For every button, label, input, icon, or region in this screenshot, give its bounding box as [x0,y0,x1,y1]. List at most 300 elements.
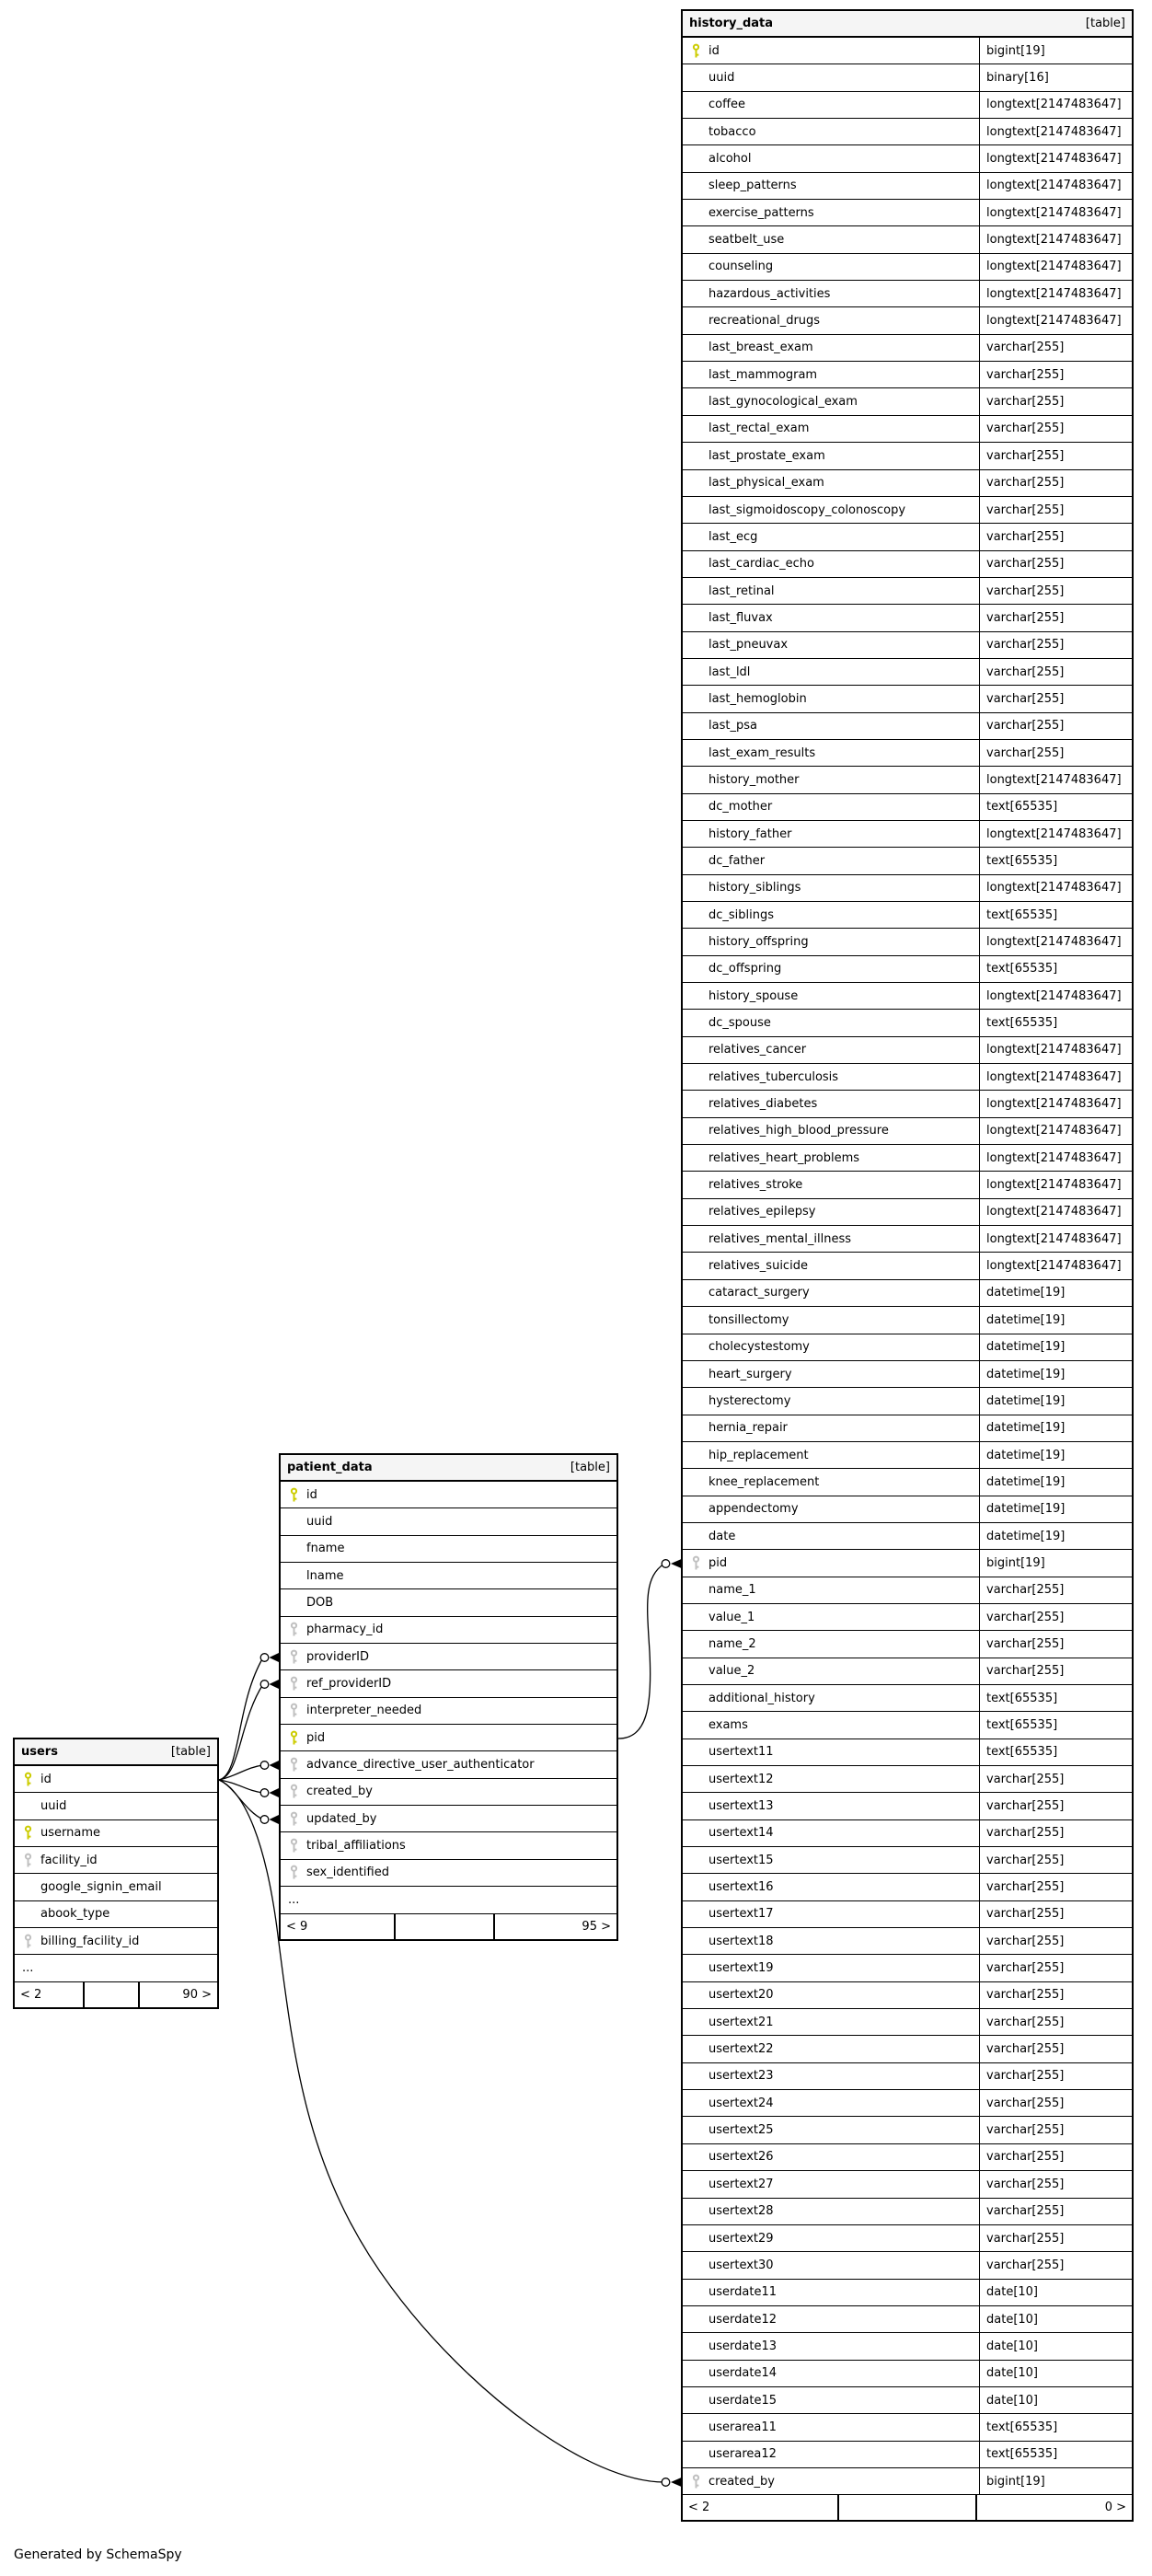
column-type: text[65535] [979,1712,1132,1738]
column-name: coffee [708,98,746,112]
connector-arrowhead [270,1761,280,1770]
column-name: uuid [306,1515,333,1530]
column-type: datetime[19] [979,1496,1132,1522]
column-type: text[65535] [979,794,1132,820]
column-name: recreational_drugs [708,314,821,329]
column-name: username [40,1826,100,1841]
column-row-dc_mother [683,794,1132,821]
column-name: usertext26 [708,2150,774,2165]
fk-line-users-id-to-patient-providerid [219,1658,263,1780]
column-type: varchar[255] [979,632,1132,658]
index-key-icon [281,1622,306,1637]
column-type: datetime[19] [979,1388,1132,1414]
ellipsis-label: ... [22,1961,34,1976]
column-row-exams [683,1712,1132,1739]
column-name: abook_type [40,1907,110,1922]
column-name: usertext17 [708,1907,774,1922]
column-row-usertext30 [683,2252,1132,2279]
column-row-counseling [683,254,1132,281]
column-type: varchar[255] [979,1874,1132,1900]
column-row-providerID [281,1644,616,1670]
column-type: varchar[255] [979,713,1132,739]
column-name: DOB [306,1596,334,1611]
column-type: varchar[255] [979,2171,1132,2197]
index-key-icon [15,1934,40,1949]
column-name: seatbelt_use [708,233,785,248]
column-row-usertext13 [683,1793,1132,1819]
column-row-usertext11 [683,1739,1132,1766]
column-name: hip_replacement [708,1448,809,1462]
column-name: pharmacy_id [306,1623,384,1637]
column-row-last_physical_exam [683,470,1132,497]
column-row-id [683,38,1132,64]
column-name: last_ecg [708,529,758,544]
index-key-icon [15,1853,40,1868]
column-type: varchar[255] [979,2225,1132,2251]
column-type: datetime[19] [979,1361,1132,1387]
table-node-history_data[interactable] [681,9,1134,2522]
column-type: varchar[255] [979,686,1132,711]
column-row-sex_identified [281,1860,616,1887]
more-columns-row [15,1955,217,1981]
column-row-google_signin_email [15,1874,217,1900]
column-name: heart_surgery [708,1367,792,1381]
column-name: userarea11 [708,2420,777,2434]
column-name: history_siblings [708,881,801,895]
column-type: varchar[255] [979,524,1132,549]
column-type: longtext[2147483647] [979,1064,1132,1090]
schemaspy-credit: Generated by SchemaSpy [14,2547,182,2562]
column-row-usertext14 [683,1820,1132,1847]
column-name: knee_replacement [708,1474,820,1489]
column-row-date [683,1523,1132,1550]
column-type: varchar[255] [979,2117,1132,2143]
column-row-additional_history [683,1685,1132,1712]
column-name: dc_spouse [708,1016,771,1031]
column-row-history_spouse [683,983,1132,1010]
column-row-dc_offspring [683,956,1132,983]
column-row-relatives_cancer [683,1037,1132,1064]
column-row-hip_replacement [683,1442,1132,1469]
column-name: usertext19 [708,1961,774,1976]
column-type: longtext[2147483647] [979,1253,1132,1278]
fk-line-users-id-to-patient-updated-by [219,1780,263,1819]
connector-circle [662,2478,670,2487]
column-row-tobacco [683,119,1132,145]
column-name: dc_siblings [708,907,775,922]
column-row-usertext12 [683,1766,1132,1793]
column-name: userdate11 [708,2285,777,2300]
column-type: varchar[255] [979,578,1132,604]
column-row-relatives_diabetes [683,1091,1132,1117]
column-name: userdate15 [708,2393,777,2408]
table-header [281,1455,616,1482]
column-name: last_rectal_exam [708,422,810,436]
connector-circle [260,1681,269,1689]
connector-arrowhead [671,1559,682,1568]
column-row-sleep_patterns [683,173,1132,200]
column-row-last_ecg [683,524,1132,550]
column-name: additional_history [708,1691,815,1705]
footer-spacer-cell [394,1914,495,1939]
column-name: cataract_surgery [708,1286,810,1300]
column-name: usertext21 [708,2015,774,2029]
column-type: longtext[2147483647] [979,307,1132,333]
table-title[interactable]: patient_data [287,1461,373,1474]
column-row-userdate13 [683,2333,1132,2360]
column-type: varchar[255] [979,1982,1132,2008]
column-row-name_2 [683,1631,1132,1658]
column-row-seatbelt_use [683,226,1132,253]
column-type: varchar[255] [979,362,1132,387]
primary-key-icon [281,1730,306,1746]
column-type: varchar[255] [979,2063,1132,2089]
column-row-relatives_stroke [683,1172,1132,1198]
index-key-icon [683,2474,708,2489]
column-row-username [15,1820,217,1847]
column-row-relatives_high_blood_pressure [683,1118,1132,1145]
index-key-icon [281,1838,306,1854]
column-row-userdate11 [683,2280,1132,2306]
column-type: bigint[19] [979,1550,1132,1576]
fk-line-users-id-to-patient-ref-providerid [219,1684,263,1780]
column-row-userarea11 [683,2414,1132,2441]
column-name: id [708,43,720,58]
column-name: uuid [708,71,735,86]
table-tag: [table] [570,1461,610,1474]
table-footer [683,2495,1132,2520]
column-type: varchar[255] [979,740,1132,766]
column-name: uuid [40,1799,67,1814]
connector-arrowhead [270,1788,280,1797]
column-type: longtext[2147483647] [979,983,1132,1009]
column-row-value_1 [683,1604,1132,1631]
column-name: usertext29 [708,2231,774,2246]
column-name: last_cardiac_echo [708,557,814,572]
column-name: dc_father [708,853,766,868]
column-name: last_gynocological_exam [708,395,858,410]
column-name: usertext30 [708,2258,774,2272]
column-type: varchar[255] [979,443,1132,468]
column-row-billing_facility_id [15,1928,217,1955]
column-name: sleep_patterns [708,179,797,193]
column-type: text[65535] [979,902,1132,928]
column-row-abook_type [15,1901,217,1928]
column-name: pid [708,1555,728,1570]
column-row-usertext21 [683,2009,1132,2036]
column-row-pid [683,1550,1132,1577]
column-type: varchar[255] [979,1658,1132,1684]
column-row-relatives_mental_illness [683,1226,1132,1253]
column-row-userdate12 [683,2306,1132,2333]
table-node-users[interactable] [13,1738,219,2009]
primary-key-icon [281,1487,306,1503]
column-type: bigint[19] [979,2468,1132,2494]
primary-key-icon [15,1825,40,1841]
column-row-usertext28 [683,2199,1132,2225]
index-key-icon [281,1784,306,1799]
column-type: longtext[2147483647] [979,1037,1132,1063]
table-tag: [table] [1085,17,1125,30]
column-row-usertext22 [683,2036,1132,2062]
column-name: appendectomy [708,1502,799,1517]
column-name: id [306,1487,317,1502]
child-tables-count: 90 > [182,1987,212,2002]
table-title[interactable]: history_data [689,17,774,30]
index-key-icon [281,1676,306,1692]
column-row-last_cardiac_echo [683,551,1132,578]
column-row-tribal_affiliations [281,1832,616,1859]
column-row-ref_providerID [281,1670,616,1697]
column-type: varchar[255] [979,2199,1132,2224]
column-name: dc_offspring [708,962,782,976]
column-row-knee_replacement [683,1469,1132,1496]
column-row-pid [281,1725,616,1751]
table-header [683,11,1132,38]
column-type: longtext[2147483647] [979,226,1132,252]
connector-arrowhead [270,1815,280,1824]
column-name: userarea12 [708,2447,777,2462]
column-name: last_hemoglobin [708,691,807,706]
column-row-usertext23 [683,2063,1132,2090]
column-name: userdate14 [708,2366,777,2381]
column-name: last_sigmoidoscopy_colonoscopy [708,502,906,517]
column-row-pharmacy_id [281,1617,616,1644]
column-name: exams [708,1717,748,1732]
column-row-tonsillectomy [683,1307,1132,1334]
column-row-created_by [683,2468,1132,2495]
column-row-fname [281,1536,616,1563]
column-row-hazardous_activities [683,281,1132,307]
column-name: google_signin_email [40,1880,162,1895]
column-name: name_1 [708,1583,756,1598]
column-row-usertext29 [683,2225,1132,2252]
column-row-dc_father [683,848,1132,874]
column-row-last_retinal [683,578,1132,605]
column-type: longtext[2147483647] [979,821,1132,847]
column-row-created_by [281,1779,616,1806]
footer-spacer-cell [837,2495,977,2520]
column-type: longtext[2147483647] [979,767,1132,792]
table-header [15,1739,217,1766]
column-row-last_pneuvax [683,632,1132,659]
connector-circle [662,1560,670,1568]
column-type: binary[16] [979,64,1132,90]
column-name: cholecystestomy [708,1340,810,1355]
column-row-cholecystestomy [683,1334,1132,1361]
column-row-usertext18 [683,1928,1132,1955]
column-type: varchar[255] [979,1847,1132,1873]
column-name: relatives_high_blood_pressure [708,1124,889,1138]
column-row-DOB [281,1589,616,1616]
column-name: usertext20 [708,1988,774,2003]
table-node-patient_data[interactable] [279,1453,618,1941]
column-name: lname [306,1568,344,1583]
column-type: varchar[255] [979,1928,1132,1954]
column-type: longtext[2147483647] [979,119,1132,144]
column-type: varchar[255] [979,1631,1132,1657]
column-name: hysterectomy [708,1393,791,1408]
column-name: usertext11 [708,1745,774,1760]
column-name: history_father [708,826,792,841]
column-type: text[65535] [979,1010,1132,1035]
column-row-last_rectal_exam [683,416,1132,443]
column-row-exercise_patterns [683,200,1132,226]
column-row-usertext16 [683,1874,1132,1900]
column-row-heart_surgery [683,1361,1132,1388]
column-name: usertext27 [708,2177,774,2191]
column-name: usertext24 [708,2096,774,2110]
column-type: varchar[255] [979,1577,1132,1603]
column-type: longtext[2147483647] [979,929,1132,954]
column-type: varchar[255] [979,2144,1132,2170]
column-type: varchar[255] [979,497,1132,523]
column-row-uuid [281,1508,616,1535]
column-type: longtext[2147483647] [979,281,1132,306]
column-name: relatives_suicide [708,1259,808,1274]
column-row-usertext15 [683,1847,1132,1874]
column-name: facility_id [40,1853,98,1867]
column-row-usertext25 [683,2117,1132,2143]
column-name: usertext22 [708,2042,774,2057]
column-name: fname [306,1542,345,1556]
column-type: varchar[255] [979,2036,1132,2062]
column-name: tribal_affiliations [306,1839,406,1854]
column-name: providerID [306,1649,370,1664]
column-type: datetime[19] [979,1280,1132,1306]
column-row-last_gynocological_exam [683,388,1132,415]
index-key-icon [281,1649,306,1665]
column-row-userdate15 [683,2387,1132,2414]
column-row-last_prostate_exam [683,443,1132,469]
column-name: history_mother [708,772,800,787]
column-type: longtext[2147483647] [979,1145,1132,1171]
table-title[interactable]: users [21,1745,58,1759]
column-name: usertext18 [708,1934,774,1948]
column-row-appendectomy [683,1496,1132,1523]
connector-circle [260,1762,269,1770]
column-name: last_exam_results [708,745,816,760]
table-tag: [table] [170,1745,211,1759]
column-name: last_retinal [708,583,775,598]
column-row-updated_by [281,1806,616,1832]
column-name: interpreter_needed [306,1704,422,1718]
column-name: last_pneuvax [708,638,789,653]
column-type: varchar[255] [979,605,1132,630]
column-name: value_1 [708,1610,755,1624]
column-row-last_psa [683,713,1132,740]
column-type: varchar[255] [979,1793,1132,1819]
parent-tables-count: < 2 [688,2501,710,2515]
column-row-interpreter_needed [281,1698,616,1725]
column-type: varchar[255] [979,2090,1132,2116]
column-row-history_offspring [683,929,1132,955]
column-name: relatives_tuberculosis [708,1069,839,1084]
column-name: history_spouse [708,988,799,1003]
column-row-last_exam_results [683,740,1132,767]
column-name: exercise_patterns [708,205,814,220]
more-columns-row [281,1887,616,1913]
column-name: history_offspring [708,935,809,950]
column-name: date [708,1529,736,1543]
column-row-history_mother [683,767,1132,793]
column-type: varchar[255] [979,335,1132,361]
column-type: varchar[255] [979,551,1132,577]
column-row-relatives_epilepsy [683,1199,1132,1226]
column-type: varchar[255] [979,2009,1132,2035]
connector-circle [260,1816,269,1824]
column-name: relatives_epilepsy [708,1205,816,1219]
column-name: ref_providerID [306,1677,392,1692]
column-type: varchar[255] [979,659,1132,685]
table-footer [281,1914,616,1939]
index-key-icon [683,1555,708,1571]
column-row-name_1 [683,1577,1132,1604]
column-name: relatives_heart_problems [708,1150,860,1165]
column-name: pid [306,1730,326,1745]
column-row-id [281,1482,616,1508]
connector-circle [260,1789,269,1797]
column-row-dc_siblings [683,902,1132,929]
column-row-relatives_tuberculosis [683,1064,1132,1091]
column-type: text[65535] [979,2442,1132,2467]
column-row-usertext20 [683,1982,1132,2009]
column-type: longtext[2147483647] [979,254,1132,280]
column-name: created_by [708,2474,775,2489]
column-name: last_breast_exam [708,341,813,355]
column-type: date[10] [979,2280,1132,2305]
column-name: relatives_stroke [708,1178,803,1193]
column-row-alcohol [683,145,1132,172]
column-row-relatives_suicide [683,1253,1132,1279]
primary-key-icon [15,1772,40,1787]
column-type: datetime[19] [979,1334,1132,1360]
column-type: date[10] [979,2333,1132,2359]
column-row-last_ldl [683,659,1132,686]
column-row-history_father [683,821,1132,848]
fk-line-users-id-to-patient-created-by [219,1780,263,1793]
column-name: last_prostate_exam [708,448,825,463]
column-type: longtext[2147483647] [979,1091,1132,1116]
index-key-icon [281,1757,306,1773]
column-name: last_psa [708,719,757,734]
column-name: usertext13 [708,1799,774,1814]
column-type: longtext[2147483647] [979,200,1132,225]
column-type: datetime[19] [979,1469,1132,1495]
column-row-recreational_drugs [683,307,1132,334]
column-type: datetime[19] [979,1523,1132,1549]
column-name: usertext25 [708,2123,774,2138]
column-name: id [40,1772,52,1786]
column-name: dc_mother [708,800,773,814]
connector-arrowhead [270,1653,280,1662]
column-type: datetime[19] [979,1307,1132,1333]
column-row-relatives_heart_problems [683,1145,1132,1172]
column-name: updated_by [306,1811,377,1826]
column-row-id [15,1766,217,1793]
column-type: longtext[2147483647] [979,1199,1132,1225]
child-tables-count: 0 > [1104,2501,1126,2515]
column-type: varchar[255] [979,1766,1132,1792]
column-type: varchar[255] [979,2252,1132,2278]
column-type: text[65535] [979,1685,1132,1711]
fk-line-users-id-to-patient-advance-directive [219,1765,263,1780]
column-name: usertext14 [708,1826,774,1841]
column-type: longtext[2147483647] [979,1172,1132,1197]
column-type: longtext[2147483647] [979,145,1132,171]
column-name: last_ldl [708,664,751,679]
column-name: created_by [306,1785,373,1799]
